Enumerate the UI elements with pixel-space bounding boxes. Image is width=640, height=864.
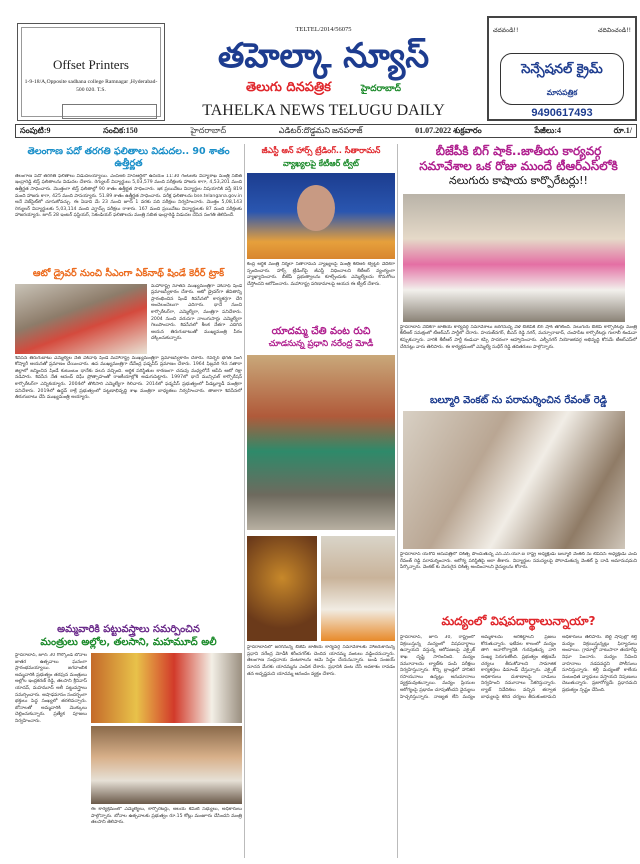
ad-right-note: చదివించండి!! [598, 27, 631, 34]
yadamma-headline-1: యాదమ్మ చేతి వంట రుచి [271, 326, 371, 337]
left-column [15, 146, 242, 858]
masthead [171, 26, 476, 123]
yadamma-body: హైదరాబాద్‌లో జరగనున్న బీజేపీ జాతీయ కార్యవర్గ సమావేశాలకు హాజరుకానున్న ప్రధాని నరేంద్ర మోడీకి కరీంనగర్‌కు చెందిన యాదమ్మ వంటలు వడ్డించనున్నారు. తెలంగాణ సంప్రదాయ వంటకాలను ఆమె సిద్ధం చేయనున్నారు. బండి సంజయ్ సూచన మేరకు యాదమ్మను ఎంపిక చేశారు. ప్రధానికి వంట చేసే అవకాశం రావడం తన అదృష్టమని యాదమ్మ ఆనందం వ్యక్తం చేశారు. [247, 645, 395, 677]
printer-name: Offset Printers [53, 57, 129, 72]
editor: ఎడిటర్:దొడ్డమని జనపరాజ్ [278, 125, 363, 135]
ssc-body: తెలంగాణ పదో తరగతి ఫలితాలు విడుదలయ్యాయి. ఎంసీఆర్ హెచ్ఆర్డీలో ఉదయం 11:30 గంటలకు విద్యాశాఖ మంత్రి సబిత ఇంద్రారెడ్డి టెన్త్ ఫలితాలను విడుదల చేశారు. రెగ్యులర్ విద్యార్థులు 5,03,579 మంది పరీక్షలకు హాజరు కాగా, 4,53,201 మంది ఉత్తీర్ణత సాధించారు. మొత్తంగా టెన్త్ ఫలితాల్లో 90 శాతం ఉత్తీర్ణత సాధించారు. ఇక ప్రయివేటు విద్యార్థుల విషయానికి వస్తే 819 మంది హాజరు కాగా, 425 మంది పాసయ్యారు. 51.89 శాతం ఉత్తీర్ణత సాధించారు. పరీక్ష ఫలితాలను bse.telangana.gov.in అనే వెబ్‌సైట్‌లో చూసుకోవచ్చు. ఈ ఏడాది మే 23 నుంచి జూన్ 1 వరకు పది పరీక్షలు నిర్వహించారు. మొత్తం 5,08,143 రెగ్యులర్ విద్యార్థులకు 5,03,114 మంది ఎగ్జామ్స్ పరీక్షలు రాశారు. 167 మంది ప్రయివేటు విద్యార్థులకు 87 మంది పరీక్షలకు హాజరయ్యారు. జూన్ 28 ఇంటర్ ఫస్టియర్, సెకండియర్ ఫలితాలను మంత్రి సబిత ఇంద్రారెడ్డి విడుదల చేసిన సంగతి తెలిసిందే. [15, 173, 242, 219]
shinde-body-right: మహారాష్ట్ర నూతన ముఖ్యమంత్రిగా ఏక్‌నాథ్ షిండే ప్రమాణస్వీకారం చేశారు. ఆటో డ్రైవర్‌గా జీవితాన్ని ప్రారంభించిన షిండే శివసేనలో కార్యకర్తగా చేరి అంచెలంచెలుగా ఎదిగారు. థానే నుంచి కార్పొరేటర్‌గా, ఎమ్మెల్యేగా, మంత్రిగా పనిచేశారు. 2004 నుంచి వరుసగా నాలుగుసార్లు ఎమ్మెల్యేగా గెలుపొందారు. శివసేనలో కీలక నేతగా ఎదిగిన ఆయన తిరుగుబాటుతో ముఖ్యమంత్రి పీఠం దక్కించుకున్నారు. [151, 283, 242, 342]
revanth-photo [403, 411, 625, 549]
issue: సంచిక:150 [103, 125, 138, 135]
pages: పేజీలు:4 [534, 125, 561, 135]
right-column [400, 144, 637, 858]
column-divider [244, 144, 245, 858]
bonalu-body-left: హైదరాబాద్, జూన్ 30 గోల్కొండ బోనాల జాతర ఉత్సవాలు ఘనంగా ప్రారంభమయ్యాయి. జగదాంబిక అమ్మవారికి ప్రభుత్వం తరఫున మంత్రులు అల్లోల ఇంద్రకరణ్ రెడ్డి, తలసాని శ్రీనివాస్ యాదవ్, మహమూద్ అలీ పట్టువస్త్రాలు సమర్పించారు. ఆషాఢమాసం సందర్భంగా భక్తులు పెద్ద సంఖ్యలో తరలివచ్చారు. బోనాలతో అమ్మవారికి మొక్కులు చెల్లించుకున్నారు. ప్రత్యేక పూజలు నిర్వహించారు. [15, 653, 87, 724]
gst-headline-1: జీఎస్టీ ఆన్ హార్స్ ట్రేడింగ్.. సీతారామన్ [261, 146, 381, 155]
city: హైదరాబాద్ [190, 125, 227, 135]
gst-headline-2: వ్యాఖ్యలపై కేటీఆర్ ట్వీట్ [282, 159, 359, 168]
corporators-photo [403, 194, 625, 322]
ad-box [487, 16, 637, 121]
ad-title: సెన్సేషనల్ క్రైమ్ [521, 62, 603, 77]
bonalu-photo [91, 653, 242, 723]
sitharaman-photo [247, 173, 395, 259]
bjp-headline-2: సమావేశాల ఒక రోజు ముందే టీఆర్ఎస్‌లోకి [419, 159, 618, 173]
ad-left-note: చదవండి!! [493, 27, 519, 34]
masthead-subtitle: తెలుగు దినపత్రిక [245, 80, 331, 95]
english-title: TAHELKA NEWS TELUGU DAILY [202, 102, 445, 119]
volume: సంపుటి:9 [20, 125, 51, 135]
bjp-body: హైదరాబాద్ వేదికగా జాతీయ కార్యవర్గ సమావేశాలు జరగనున్న వేళ బీజేపీకి బిగ్ షాక్ తగిలింది. నలుగురు బీజేపీ కార్పొరేటర్లు మంత్రి కేటీఆర్ సమక్షంలో టీఆర్ఎస్ పార్టీలో చేరారు. హయత్‌నగర్, బీఎన్ రెడ్డి నగర్, మన్సూరాబాద్, చంపాపేట కార్పొరేటర్లు గులాబీ కండువా కప్పుకున్నారు. వారికి కేటీఆర్ పార్టీ కండువా కప్పి సాదరంగా ఆహ్వానించారు. ఎల్బీనగర్ నియోజకవర్గ అభివృద్ధి కోసమే టీఆర్ఎస్‌లో చేరినట్లు వారు తెలిపారు. ఈ కార్యక్రమంలో ఎమ్మెల్యే సుధీర్ రెడ్డి తదితరులు పాల్గొన్నారు. [400, 324, 637, 350]
date: 01.07.2022 శుక్రవారం [415, 125, 482, 135]
revanth-headline: బల్మూరి వెంకట్ ను పరామర్శించిన రేవంత్ రెడ్డి [429, 394, 608, 406]
printer-box [17, 23, 165, 121]
ssc-headline: తెలంగాణ పదో తరగతి ఫలితాలు విడుదల.. 90 శాతం ఉత్తీర్ణత [27, 146, 230, 169]
yadamma-headline-2: చూడనున్న ప్రధాని నరేంద్ర మోడీ [268, 338, 374, 349]
bonalu-body: ఈ కార్యక్రమంలో ఎమ్మెల్యేలు, కార్పొరేటర్లు, ఆలయ కమిటీ సభ్యులు, అధికారులు పాల్గొన్నారు. బోనాల ఉత్సవాలకు ప్రభుత్వం రూ.15 కోట్లు మంజూరు చేసిందని మంత్రి తలసాని తెలిపారు. [91, 807, 242, 826]
blank-box [62, 104, 157, 119]
liquor-body: హైదరాబాద్, జూన్ 30, రాష్ట్రంలో విక్రయిస్తున్న మద్యంలో విషపదార్థాలు ఉన్నాయని వస్తున్న ఆరోపణలపై ఎక్సైజ్ శాఖ దృష్టి సారించింది. మద్యం నమూనాలను ల్యాబ్‌కు పంపి పరీక్షలు నిర్వహిస్తున్నారు. కొన్ని బ్రాండ్లలో హానికర రసాయనాలు ఉన్నట్లు అనుమానాలు వ్యక్తమవుతున్నాయి. మద్యం ప్రియుల ఆరోగ్యంపై ప్రభావం చూపుతోందని వైద్యులు హెచ్చరిస్తున్నారు. నాణ్యత లేని మద్యం అమ్మకాలను అరికట్టాలని ప్రజలు కోరుతున్నారు. ఇటీవల కాలంలో మద్యం తాగి అనారోగ్యానికి గురవుతున్న వారి సంఖ్య పెరుగుతోంది. ప్రభుత్వం తక్షణమే చర్యలు తీసుకోవాలని సామాజిక కార్యకర్తలు డిమాండ్ చేస్తున్నారు. ఎక్సైజ్ అధికారులు దుకాణాలపై దాడులు నిర్వహించి నమూనాలు సేకరిస్తున్నారు. ల్యాబ్ నివేదికలు వచ్చిన తర్వాత బాధ్యులపై కఠిన చర్యలు తీసుకుంటామని అధికారులు తెలిపారు. బెల్ట్ షాపుల్లో కల్తీ మద్యం విక్రయిస్తున్నట్లు ఫిర్యాదులు అందాయి. గ్రామాల్లో నాటుసారా తయారీపై నిఘా పెంచారు. మద్యం సేవించి వాహనాలు నడపవద్దని పోలీసులు సూచిస్తున్నారు. కల్తీ మద్యంతో కాలేయ సంబంధిత వ్యాధులు వస్తాయని నిపుణులు చెబుతున్నారు. ప్రజారోగ్యమే ప్రధానమని ప్రభుత్వం స్పష్టం చేసింది. [400, 635, 637, 700]
price: రూ.1/ [613, 125, 632, 135]
bjp-headline-1: బీజేపీకి బిగ్ షాక్..జాతీయ కార్యవర్గ [435, 144, 602, 158]
column-divider [397, 144, 398, 858]
shinde-body: శివసేన తిరుగుబాటు ఎమ్మెల్యేల నేత ఏక్‌నాథ్ షిండే మహారాష్ట్ర ముఖ్యమంత్రిగా ప్రమాణస్వీకారం చేశారు. గవర్నర్ భగత్ సింగ్ కోష్యారీ ఆయనతో ప్రమాణం చేయించారు. ఉప ముఖ్యమంత్రిగా దేవేంద్ర ఫడ్నవీస్ ప్రమాణం చేశారు. 1964 ఫిబ్రవరి 9న సతారా జిల్లాలో జన్మించిన షిండే కుటుంబం థానేకు వలస వచ్చింది. ఆర్థిక పరిస్థితుల కారణంగా చదువు మధ్యలోనే ఆపేసి ఆటో రిక్షా నడిపారు. శివసేన నేత ఆనంద్ దిఘే ప్రోత్సాహంతో రాజకీయాల్లోకి అడుగుపెట్టారు. 1997లో థానే మున్సిపల్ కార్పొరేషన్ కార్పొరేటర్‌గా ఎన్నికయ్యారు. 2004లో తొలిసారి ఎమ్మెల్యేగా గెలిచారు. 2014లో ఫడ్నవీస్ ప్రభుత్వంలో పీడబ్ల్యూడీ మంత్రిగా పనిచేశారు. 2019లో ఉద్ధవ్ ఠాక్రే ప్రభుత్వంలో పట్టణాభివృద్ధి శాఖ మంత్రిగా బాధ్యతలు నిర్వహించారు. తాజాగా శివసేనలో తిరుగుబాటు చేసి ముఖ్యమంత్రి అయ్యారు. [15, 355, 242, 401]
liquor-headline: మద్యంలో విషపదార్థాలున్నాయా? [441, 614, 596, 629]
revanth-body: హైదరాబాద్ యశోద ఆసుపత్రిలో చికిత్స పొందుతున్న ఎన్.ఎస్.యూ.ఐ రాష్ట్ర అధ్యక్షుడు బల్మూరి వెంకట్ ను టీపీసీసీ అధ్యక్షుడు ఎంపీ రేవంత్ రెడ్డి పరామర్శించారు. ఆరోగ్య పరిస్థితిపై ఆరా తీశారు. విద్యార్థుల సమస్యలపై పోరాడుతున్న వెంకట్ పై దాడి అమానుషమని పేర్కొన్నారు. వెంకట్ కు మెరుగైన చికిత్స అందించాలని వైద్యులను కోరారు. [400, 552, 637, 571]
ad-subtitle: మాసపత్రిక [546, 88, 578, 97]
masthead-city: హైదరాబాద్ [360, 84, 402, 94]
middle-column [247, 146, 395, 858]
bonalu-photo-2 [91, 726, 242, 804]
shinde-photo [15, 284, 147, 354]
yadamma-photo [247, 355, 395, 530]
bonalu-headline-1: అమ్మవారికి పట్టువస్త్రాలు సమర్పించిన [57, 624, 200, 635]
shinde-headline: ఆటో డ్రైవర్ నుంచి సీఎంగా ఏక్‌నాథ్ షిండే కెరీర్ ట్రాక్ [32, 267, 225, 279]
printer-address: 1-9-18/A,Opposite sadhana college Ramnagar ,Hyderabad-500 020. T.S. [24, 79, 158, 93]
dateline [15, 124, 637, 138]
food-photo [247, 536, 317, 641]
reg-number: TELTEL/2014/56075 [295, 26, 352, 33]
masthead-title: తహెల్కా న్యూస్ [217, 36, 430, 76]
ad-phone: 9490617493 [531, 107, 593, 119]
bjp-headline-3: నలుగురు కాషాయ కార్పొరేటర్లు!! [449, 174, 588, 187]
bonalu-headline-2: మంత్రులు అల్లోల, తలసాని, మహమూద్ అలీ [40, 636, 217, 648]
gst-body: కేంద్ర ఆర్థిక మంత్రి నిర్మలా సీతారామన్ వ్యాఖ్యలపై మంత్రి కేటీఆర్ ట్విట్టర్ వేదికగా స్పందించారు. హార్స్ ట్రేడింగ్‌పై జీఎస్టీ విధించాలని కేటీఆర్ వ్యంగ్యంగా వ్యాఖ్యానించారు. బీజేపీ ప్రభుత్వాలను కూల్చేందుకు ఎమ్మెల్యేలను కొనుగోలు చేస్తోందని ఆరోపించారు. మహారాష్ట్ర పరిణామాలపై ఆయన ఈ ట్వీట్ చేశారు. [247, 262, 395, 287]
modi-photo [321, 536, 395, 641]
